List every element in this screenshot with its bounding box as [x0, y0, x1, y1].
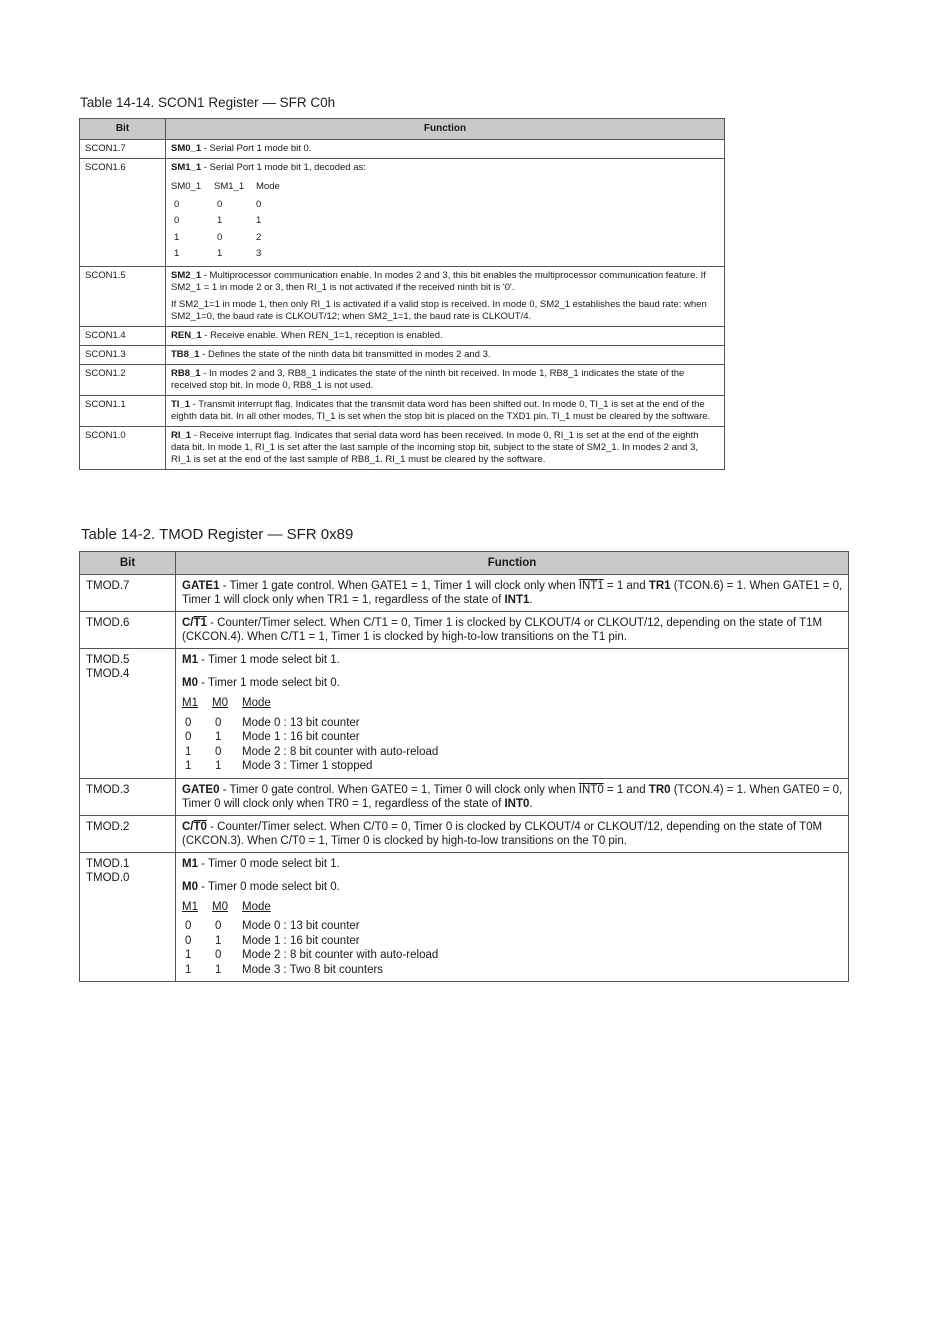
mode-value: Mode 1 : 16 bit counter	[242, 934, 360, 947]
mode-value: Mode 3 : Two 8 bit counters	[242, 963, 384, 976]
bit-name-prefix: C/	[182, 617, 194, 629]
bit-description: - Receive interrupt flag. Indicates that serial data word has been received. In mode 0, RI_1 is set at the end of the eighth data bit. In mode 1, RI_1 is set after the last sample of the incoming stop bit, subject to the state of SM2_1. In modes 2 and 3, RI_1 is set at the end of the last sample of RB8_1. RI_1 must be cleared by the software.	[171, 429, 699, 465]
bit-column-header: Bit	[80, 119, 166, 140]
scon1-table-caption: Table 14-14. SCON1 Register — SFR C0h	[80, 95, 336, 110]
bit-description: - Serial Port 1 mode bit 0.	[201, 143, 312, 154]
mode-value: 1	[215, 934, 222, 947]
mode-table-row	[182, 759, 843, 774]
mode-value: Mode 3 : Timer 1 stopped	[242, 760, 373, 772]
bit-cell: SCON1.6	[80, 159, 166, 267]
table-row	[80, 395, 725, 426]
function-cell	[166, 395, 725, 426]
mode-value: 1	[174, 231, 180, 243]
mode-table-row	[182, 745, 843, 760]
mode-value: 1	[215, 963, 222, 976]
bit-description-extra: If SM2_1=1 in mode 1, then only RI_1 is activated if a valid stop is received. In mode 0, SM2_1 establishes the baud rate: when SM2_1=0, the baud rate is CLKOUT/12; when SM2_1=1, the baud rate is CLKOUT/4.	[171, 298, 707, 322]
mode-table-header	[171, 180, 719, 197]
mode-col-header: Mode	[242, 900, 271, 913]
bit-name: SM2_1	[171, 269, 202, 281]
int-signal: INT1	[578, 580, 604, 592]
bit-cell: TMOD.7	[80, 575, 176, 612]
int-signal: INT0	[578, 783, 604, 796]
table-row	[80, 345, 725, 364]
mode-col-header: M1	[182, 900, 198, 913]
bit-description: - Transmit interrupt flag. Indicates that the transmit data word has been shifted out. In mode 0, TI_1 is set at the end of the eighth data bit. In all other modes, TI_1 is set when the stop bit is placed on the TXD1 pin. TI_1 must be cleared by the software.	[171, 398, 711, 422]
bit-description: .	[529, 797, 533, 810]
mode-value: Mode 1 : 16 bit counter	[242, 731, 360, 743]
table-row	[80, 575, 849, 612]
function-cell	[166, 326, 725, 345]
bit-label: TMOD.5	[86, 654, 130, 666]
int-signal: INT0	[504, 797, 530, 810]
mode-value: 0	[215, 716, 222, 729]
mode-table-row	[171, 246, 719, 263]
tr-bit: TR1	[648, 580, 671, 592]
bit-description: - Timer 1 mode select bit 0.	[197, 677, 340, 689]
mode-col-header: M0	[212, 900, 228, 913]
mode-table-row	[182, 963, 843, 978]
bit-description: - Counter/Timer select. When C/T1 = 0, Timer 1 is clocked by CLKOUT/4 or CLKOUT/12, depending on the state of T1M (CKCON.4). When C/T1 = 1, Timer 1 is clocked by high-to-low transitions on the T1 pin.	[182, 617, 823, 643]
bit-name: M1	[182, 654, 198, 666]
table-row	[80, 159, 725, 267]
bit-cell: TMOD.2	[80, 815, 176, 852]
bit-cell	[80, 649, 176, 779]
bit-name: TI_1	[171, 398, 191, 410]
mode-table-row	[182, 934, 843, 949]
bit-column-header: Bit	[80, 552, 176, 575]
mode-value: 1	[217, 248, 223, 259]
bit-name-overline: T0	[193, 820, 207, 833]
mode-value: 3	[256, 248, 262, 259]
bit-name: GATE1	[182, 580, 220, 592]
mode-value: 1	[256, 215, 262, 226]
tmod-register-table	[79, 551, 849, 982]
bit-description: - Timer 0 gate control. When GATE0 = 1, Timer 0 will clock only when	[219, 783, 579, 796]
mode-value: 0	[217, 231, 223, 243]
mode-value: 0	[174, 215, 180, 226]
bit-description: - Timer 1 mode select bit 1.	[197, 654, 340, 666]
table-row	[80, 815, 849, 852]
mode-table-row	[182, 948, 843, 963]
mode-value: 1	[217, 215, 223, 226]
mode-table-row	[182, 730, 843, 745]
bit-cell: TMOD.6	[80, 612, 176, 649]
bit-description: - Multiprocessor communication enable. In modes 2 and 3, this bit enables the multiprocessor communication feature. If SM2_1 = 1 in mode 2 or 3, then RI_1 is not activated if the received ninth bit is '0'.	[171, 269, 706, 293]
bit-label: TMOD.4	[86, 668, 130, 680]
table-header-row	[80, 119, 725, 140]
bit-description: - Counter/Timer select. When C/T0 = 0, Timer 0 is clocked by CLKOUT/4 or CLKOUT/12, depending on the state of T0M (CKCON.3). When C/T0 = 1, Timer 0 is clocked by high-to-low transitions on the T0 pin.	[182, 820, 823, 847]
bit-cell: SCON1.7	[80, 140, 166, 159]
mode-value: 1	[185, 963, 192, 976]
bit-description: (TCON.6) = 1. When GATE1 = 0, Timer 1 will clock only when TR1 = 1, regardless of the state of	[182, 580, 843, 606]
function-cell	[176, 649, 849, 779]
mode-col-header: Mode	[256, 181, 280, 192]
bit-name: GATE0	[182, 783, 220, 796]
bit-name: RB8_1	[171, 367, 201, 379]
mode-value: 0	[256, 198, 262, 210]
bit-cell: SCON1.5	[80, 266, 166, 326]
mode-table-row	[182, 716, 843, 731]
mode-value: Mode 0 : 13 bit counter	[242, 716, 360, 729]
mode-value: 1	[215, 760, 222, 772]
bit-label: TMOD.0	[86, 871, 130, 884]
bit-cell: SCON1.2	[80, 364, 166, 395]
mode-col-header: SM1_1	[214, 181, 245, 192]
mode-value: 1	[215, 731, 222, 743]
table-row	[80, 612, 849, 649]
mode-table-row	[182, 919, 843, 934]
mode-value: 1	[185, 949, 192, 961]
table-row	[80, 266, 725, 326]
mode-value: 0	[174, 198, 180, 210]
bit-cell: SCON1.1	[80, 395, 166, 426]
mode-value: Mode 2 : 8 bit counter with auto-reload	[242, 745, 439, 758]
mode-col-header: Mode	[242, 697, 271, 709]
mode-table	[171, 180, 719, 263]
bit-name: M0	[182, 880, 198, 893]
mode-value: 2	[256, 231, 262, 243]
function-cell	[166, 364, 725, 395]
mode-col-header: M1	[182, 697, 198, 709]
mode-table-row	[171, 230, 719, 247]
bit-cell: SCON1.3	[80, 345, 166, 364]
mode-value: 0	[215, 949, 222, 961]
bit-name: RI_1	[171, 429, 192, 441]
table-row	[80, 140, 725, 159]
bit-description: - Serial Port 1 mode bit 1, decoded as:	[201, 162, 366, 173]
bit-cell: TMOD.3	[80, 778, 176, 815]
mode-value: 1	[185, 760, 192, 772]
bit-description: (TCON.4) = 1. When GATE0 = 0, Timer 0 will clock only when TR0 = 1, regardless of the state of	[182, 783, 843, 810]
function-column-header: Function	[176, 552, 849, 575]
scon1-register-table	[79, 118, 725, 470]
bit-name: SM0_1	[171, 143, 202, 154]
mode-value: 1	[174, 248, 180, 259]
bit-description: - Timer 0 mode select bit 1.	[197, 857, 340, 870]
mode-table-row	[171, 197, 719, 214]
bit-name: M1	[182, 857, 198, 870]
bit-cell: SCON1.0	[80, 426, 166, 469]
mode-table	[182, 900, 843, 978]
mode-value: 0	[215, 745, 222, 758]
mode-value: Mode 2 : 8 bit counter with auto-reload	[242, 949, 439, 961]
table-header-row	[80, 552, 849, 575]
tmod-table-caption: Table 14-2. TMOD Register — SFR 0x89	[81, 526, 354, 543]
bit-cell	[80, 852, 176, 982]
function-cell	[176, 612, 849, 649]
bit-description: - Timer 1 gate control. When GATE1 = 1, Timer 1 will clock only when	[219, 580, 579, 592]
mode-value: Mode 0 : 13 bit counter	[242, 920, 360, 932]
bit-description: = 1 and	[603, 783, 649, 796]
mode-value: 0	[185, 716, 192, 729]
function-column-header: Function	[166, 119, 725, 140]
function-cell	[176, 575, 849, 612]
mode-value: 0	[185, 731, 192, 743]
function-cell	[176, 852, 849, 982]
function-cell	[166, 159, 725, 267]
mode-col-header: M0	[212, 697, 228, 709]
table-row	[80, 326, 725, 345]
bit-name: REN_1	[171, 329, 202, 341]
int-signal: INT1	[504, 594, 530, 606]
function-cell	[166, 345, 725, 364]
function-cell	[176, 815, 849, 852]
bit-name	[182, 821, 207, 833]
bit-label: TMOD.1	[86, 857, 130, 870]
bit-name-overline: T1	[193, 617, 207, 629]
mode-table-header	[182, 696, 843, 711]
mode-table	[182, 696, 843, 774]
table-row	[80, 364, 725, 395]
mode-value: 0	[215, 920, 222, 932]
mode-value: 0	[217, 198, 223, 210]
mode-value: 1	[185, 745, 192, 758]
function-cell	[176, 778, 849, 815]
bit-description: - Receive enable. When REN_1=1, reception is enabled.	[201, 329, 443, 341]
table-row	[80, 778, 849, 815]
bit-cell: SCON1.4	[80, 326, 166, 345]
table-row	[80, 426, 725, 469]
bit-name	[182, 617, 207, 629]
function-cell	[166, 426, 725, 469]
bit-name-prefix: C/	[182, 820, 194, 833]
bit-description: - In modes 2 and 3, RB8_1 indicates the state of the ninth bit received. In mode 1, RB8_1 indicates the state of the received stop bit. In mode 0, RB8_1 is not used.	[171, 367, 685, 391]
bit-name: SM1_1	[171, 162, 202, 173]
mode-table-header	[182, 900, 843, 915]
mode-table-row	[171, 213, 719, 230]
mode-col-header: SM0_1	[171, 181, 202, 192]
bit-description: = 1 and	[603, 580, 649, 592]
bit-name: TB8_1	[171, 348, 200, 360]
function-cell	[166, 266, 725, 326]
bit-description: - Timer 0 mode select bit 0.	[197, 880, 340, 893]
function-cell	[166, 140, 725, 159]
bit-description: .	[529, 594, 533, 606]
tr-bit: TR0	[648, 783, 671, 796]
mode-value: 0	[185, 934, 192, 947]
table-row	[80, 852, 849, 982]
table-row	[80, 649, 849, 779]
bit-description: - Defines the state of the ninth data bit transmitted in modes 2 and 3.	[199, 348, 491, 360]
mode-value: 0	[185, 920, 192, 932]
bit-name: M0	[182, 677, 198, 689]
